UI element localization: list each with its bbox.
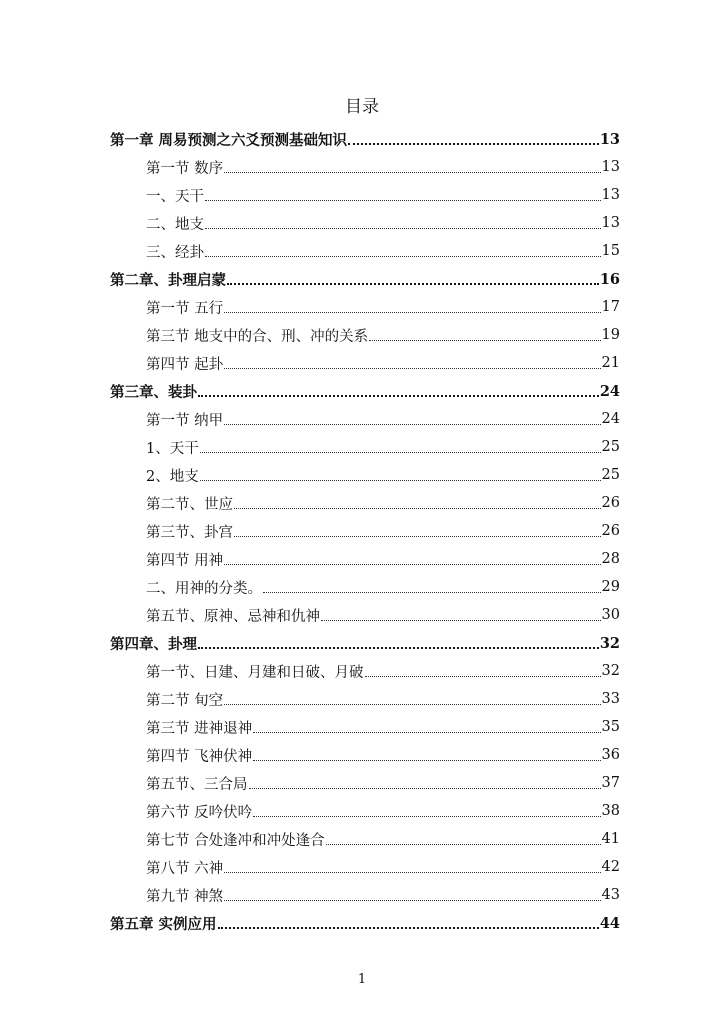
toc-entry-page: 41 [601,831,620,847]
toc-entry-page: 29 [601,579,620,595]
toc-entry-label: 第六节 反吟伏吟 [146,804,253,821]
dot-leader [227,283,599,285]
dot-leader [253,816,600,817]
toc-section-entry[interactable] [110,685,620,713]
toc-entry-label: 第二节、世应 [146,496,233,513]
toc-entry-page: 24 [601,411,620,427]
toc-section-entry[interactable] [110,517,620,545]
toc-entry-label: 第三章、装卦 [110,383,197,401]
toc-chapter-entry[interactable] [110,629,620,657]
toc-entry-page: 44 [599,914,620,932]
toc-chapter-entry[interactable] [110,377,620,405]
toc-entry-page: 26 [601,495,620,511]
toc-entry-page: 19 [601,327,620,343]
toc-entry-label: 第三节 地支中的合、刑、冲的关系 [146,328,369,345]
toc-entry-label: 第三节 进神退神 [146,720,253,737]
dot-leader [224,172,600,173]
toc-entry-page: 43 [601,887,620,903]
toc-section-entry[interactable] [110,405,620,433]
toc-entry-page: 13 [599,130,620,148]
dot-leader [234,536,601,537]
toc-entry-label: 第四章、卦理 [110,635,197,653]
dot-leader [200,452,601,453]
toc-entry-page: 36 [601,747,620,763]
toc-entry-page: 26 [601,523,620,539]
toc-section-entry[interactable] [110,237,620,265]
dot-leader [224,704,600,705]
toc-entry-label: 2、地支 [146,468,199,485]
toc-entry-page: 35 [601,719,620,735]
toc-entry-page: 13 [601,215,620,231]
toc-entry-page: 33 [601,691,620,707]
toc-entry-page: 28 [601,551,620,567]
toc-section-entry[interactable] [110,713,620,741]
dot-leader [234,508,601,509]
toc-entry-label: 第四节 飞神伏神 [146,748,253,765]
dot-leader [224,368,600,369]
toc-entry-label: 第一节、日建、月建和日破、月破 [146,664,364,681]
toc-section-entry[interactable] [110,461,620,489]
toc-entry-label: 第九节 神煞 [146,888,224,905]
toc-chapter-entry[interactable] [110,265,620,293]
page-number: 1 [357,972,367,987]
dot-leader [205,200,601,201]
toc-entry-page: 37 [601,775,620,791]
dot-leader [365,676,601,677]
toc-entry-label: 第五节、原神、忌神和仇神 [146,608,320,625]
dot-leader [253,732,600,733]
toc-entry-label: 一、天干 [146,188,204,205]
toc-entry-page: 17 [601,299,620,315]
toc-entry-label: 二、用神的分类。 [146,580,262,597]
dot-leader [198,647,599,649]
toc-section-entry[interactable] [110,741,620,769]
toc-entry-label: 第四节 起卦 [146,356,224,373]
toc-section-entry[interactable] [110,601,620,629]
toc-section-entry[interactable] [110,181,620,209]
dot-leader [224,312,600,313]
toc-section-entry[interactable] [110,433,620,461]
toc-entry-page: 13 [601,159,620,175]
dot-leader [198,395,599,397]
toc-entry-label: 第一章 周易预测之六爻预测基础知识 [110,131,348,149]
toc-section-entry[interactable] [110,825,620,853]
dot-leader [263,592,601,593]
toc-entry-label: 1、天干 [146,440,199,457]
toc-entry-label: 第八节 六神 [146,860,224,877]
toc-entry-label: 第一节 数序 [146,160,224,177]
dot-leader [200,480,601,481]
toc-entry-page: 15 [601,243,620,259]
toc-section-entry[interactable] [110,797,620,825]
toc-entry-page: 30 [601,607,620,623]
dot-leader [224,900,600,901]
dot-leader [321,620,601,621]
dot-leader [249,788,601,789]
toc-entry-label: 第二章、卦理启蒙 [110,271,226,289]
toc-entry-label: 第四节 用神 [146,552,224,569]
dot-leader [224,872,600,873]
toc-entry-page: 25 [601,439,620,455]
toc-chapter-entry[interactable] [110,125,620,153]
toc-section-entry[interactable] [110,573,620,601]
toc-section-entry[interactable] [110,321,620,349]
toc-section-entry[interactable] [110,769,620,797]
toc-section-entry[interactable] [110,293,620,321]
dot-leader [218,927,599,929]
table-of-contents [110,125,620,937]
toc-entry-page: 25 [601,467,620,483]
toc-section-entry[interactable] [110,657,620,685]
dot-leader [205,256,601,257]
toc-entry-page: 32 [601,663,620,679]
toc-entry-label: 第七节 合处逢冲和冲处逢合 [146,832,325,849]
dot-leader [224,424,600,425]
toc-entry-label: 第五节、三合局 [146,776,248,793]
toc-entry-page: 13 [601,187,620,203]
dot-leader [205,228,601,229]
toc-entry-label: 二、地支 [146,216,204,233]
toc-entry-page: 24 [599,382,620,400]
toc-section-entry[interactable] [110,153,620,181]
toc-section-entry[interactable] [110,489,620,517]
toc-section-entry[interactable] [110,881,620,909]
dot-leader [224,564,600,565]
toc-entry-page: 42 [601,859,620,875]
toc-entry-label: 第一节 五行 [146,300,224,317]
toc-title: 目录 [345,97,379,117]
dot-leader [369,340,600,341]
toc-entry-label: 第三节、卦宫 [146,524,233,541]
toc-entry-page: 16 [599,270,620,288]
toc-entry-label: 第二节 旬空 [146,692,224,709]
toc-section-entry[interactable] [110,209,620,237]
toc-entry-page: 21 [601,355,620,371]
dot-leader [253,760,600,761]
toc-section-entry[interactable] [110,349,620,377]
toc-entry-page: 32 [599,634,620,652]
toc-entry-label: 第五章 实例应用 [110,915,217,933]
dot-leader [348,143,599,145]
toc-entry-page: 38 [601,803,620,819]
toc-entry-label: 第一节 纳甲 [146,412,224,429]
toc-chapter-entry[interactable] [110,909,620,937]
toc-entry-label: 三、经卦 [146,244,204,261]
dot-leader [326,844,601,845]
toc-section-entry[interactable] [110,853,620,881]
toc-section-entry[interactable] [110,545,620,573]
